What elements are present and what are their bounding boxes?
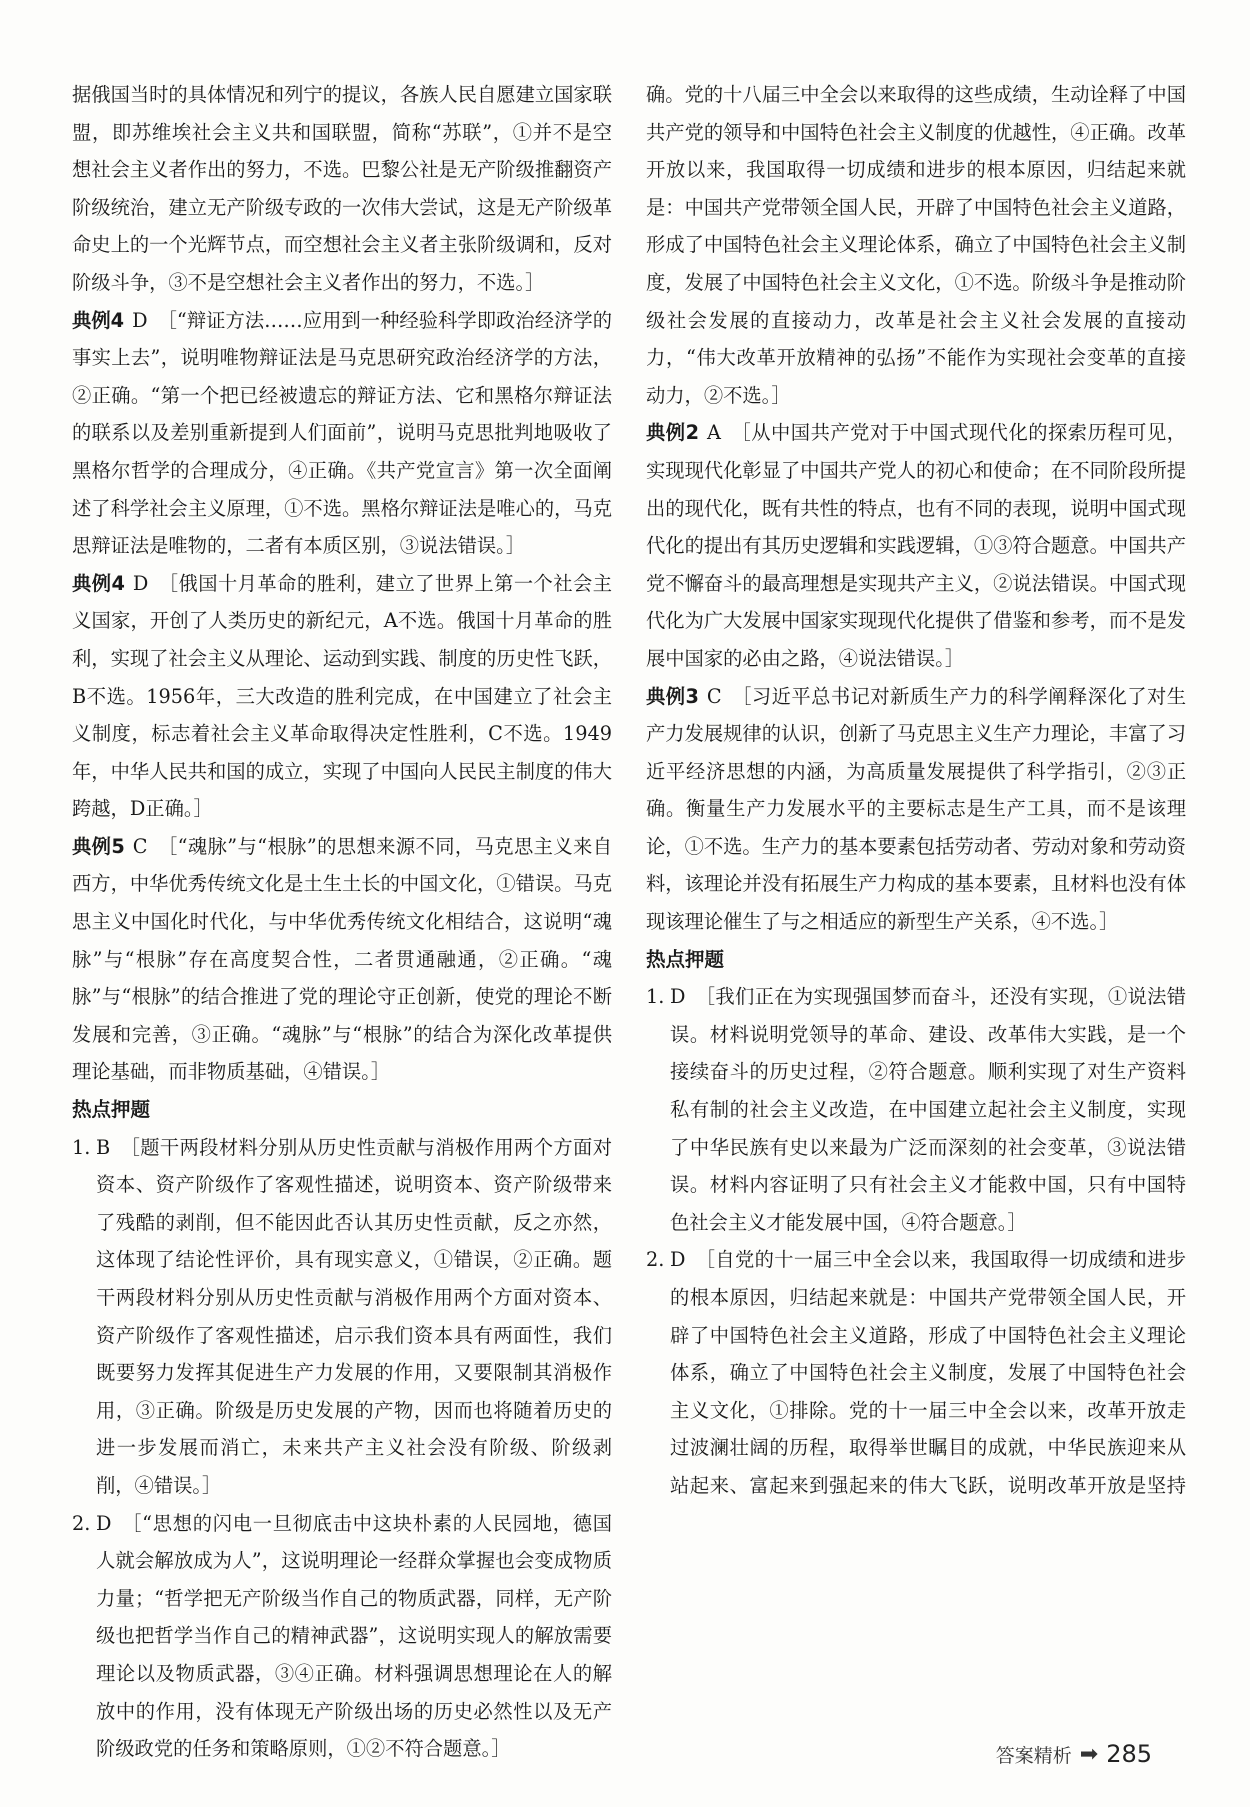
- explanation-text: ［“魂脉”与“根脉”的思想来源不同，马克思主义来自西方，中华优秀传统文化是土生土长的中国文化，①错误。马克思主义中国化时代化，与中华优秀传统文化相结合，这说明“魂脉”与“根脉”存在高度契合性，二者贯通融通，②正确。“魂脉”与“根脉”的结合推进了党的理论守正创新，使党的理论不断发展和完善，③正确。“魂脉”与“根脉”的结合为深化改革提供理论基础，而非物质基础，④错误。］: [72, 834, 612, 1084]
- section-heading: 热点押题: [646, 947, 725, 971]
- continued-paragraph: [646, 76, 1186, 414]
- explanation-text: ［“辩证方法……应用到一种经验科学即政治经济学的事实上去”，说明唯物辩证法是马克思研究政治经济学的方法，②正确。“第一个把已经被遗忘的辩证方法、它和黑格尔辩证法的联系以及差别重新提到人们面前”，说明马克思批判地吸收了黑格尔哲学的合理成分，④正确。《共产党宣言》第一次全面阐述了科学社会主义原理，①不选。黑格尔辩证法是唯心的，马克思辩证法是唯物的，二者有本质区别，③说法错误。］: [72, 308, 612, 558]
- explanation-text: ［从中国共产党对于中国式现代化的探索历程可见，实现现代化彰显了中国共产党人的初心和使命；在不同阶段所提出的现代化，既有共性的特点，也有不同的表现，说明中国式现代化的提出有其历史逻辑和实践逻辑，①③符合题意。中国共产党不懈奋斗的最高理想是实现共产主义，②说法错误。中国式现代化为广大发展中国家实现现代化提供了借鉴和参考，而不是发展中国家的必由之路，④说法错误。］: [646, 421, 1186, 670]
- left-column: [72, 76, 612, 1766]
- example-paragraph: [72, 828, 612, 1091]
- explanation-text: ［自党的十一届三中全会以来，我国取得一切成绩和进步的根本原因，归结起来就是：中国共产党带领全国人民，开辟了中国特色社会主义道路，形成了中国特色社会主义理论体系，确立了中国特色社会主义制度，发展了中国特色社会主义文化，①排除。党的十一届三中全会以来，改革开放走过波澜壮阔的历程，取得举世瞩目的成就，中华民族迎来从站起来、富起来到强起来的伟大飞跃，说明改革开放是坚持: [670, 1248, 1186, 1496]
- example-label: 典例5: [72, 834, 125, 858]
- explanation-text: 据俄国当时的具体情况和列宁的提议，各族人民自愿建立国家联盟，即苏维埃社会主义共和国联盟，简称“苏联”，①并不是空想社会主义者作出的努力，不选。巴黎公社是无产阶级推翻资产阶级统治，建立无产阶级专政的一次伟大尝试，这是无产阶级革命史上的一个光辉节点，而空想社会主义者主张阶级调和，反对阶级斗争，③不是空想社会主义者作出的努力，不选。］: [72, 83, 612, 294]
- example-paragraph: [646, 678, 1186, 941]
- answer-choice: D: [132, 571, 149, 595]
- question-item: [646, 978, 1186, 1241]
- answer-choice: D: [132, 308, 148, 332]
- explanation-text: ［习近平总书记对新质生产力的科学阐释深化了对生产力发展规律的认识，创新了马克思主义生产力理论，丰富了习近平经济思想的内涵，为高质量发展提供了科学指引，②③正确。衡量生产力发展水平的主要标志是生产工具，而不是该理论，①不选。生产力的基本要素包括劳动者、劳动对象和劳动资料，该理论并没有拓展生产力构成的基本要素，且材料也没有体现该理论催生了与之相适应的新型生产关系，④不选。］: [646, 684, 1186, 934]
- example-label: 典例4: [72, 571, 125, 595]
- page-footer: [996, 1740, 1152, 1768]
- explanation-text: ［我们正在为实现强国梦而奋斗，还没有实现，①说法错误。材料说明党领导的革命、建设、改革伟大实践，是一个接续奋斗的历史过程，②符合题意。顺利实现了对生产资料私有制的社会主义改造，在中国建立起社会主义制度，实现了中华民族有史以来最为广泛而深刻的社会变革，③说法错误。材料内容证明了只有社会主义才能救中国，只有中国特色社会主义才能发展中国，④符合题意。］: [670, 985, 1186, 1234]
- explanation-text: ［俄国十月革命的胜利，建立了世界上第一个社会主义国家，开创了人类历史的新纪元，A不选。俄国十月革命的胜利，实现了社会主义从理论、运动到实践、制度的历史性飞跃，B不选。1956年，三大改造的胜利完成，在中国建立了社会主义制度，标志着社会主义革命取得决定性胜利，C不选。1949年，中华人民共和国的成立，实现了中国向人民民主制度的伟大跨越，D正确。］: [72, 571, 612, 821]
- question-item: [72, 1129, 612, 1505]
- footer-section-title: 答案精析: [995, 1744, 1072, 1767]
- answer-choice: B: [96, 1135, 111, 1159]
- explanation-text: ［题干两段材料分别从历史性贡献与消极作用两个方面对资本、资产阶级作了客观性描述，说明资本、资产阶级带来了残酷的剥削，但不能因此否认其历史性贡献，反之亦然，这体现了结论性评价，具有现实意义，①错误，②正确。题干两段材料分别从历史性贡献与消极作用两个方面对资本、资产阶级作了客观性描述，启示我们资本具有两面性，我们既要努力发挥其促进生产力发展的作用，又要限制其消极作用，③正确。阶级是历史发展的产物，因而也将随着历史的进一步发展而消亡，未来共产主义社会没有阶级、阶级剥削，④错误。］: [96, 1135, 612, 1497]
- example-label: 典例3: [646, 684, 699, 708]
- item-number: 2.: [646, 1248, 665, 1272]
- answer-choice: A: [707, 421, 721, 445]
- example-paragraph: [72, 565, 612, 828]
- example-paragraph: [646, 414, 1186, 677]
- right-column: [646, 76, 1186, 1496]
- item-number: 1.: [72, 1135, 91, 1159]
- answer-choice: D: [670, 1248, 686, 1272]
- example-paragraph: [72, 302, 612, 565]
- question-item: [72, 1505, 612, 1766]
- answer-choice: C: [132, 834, 148, 858]
- answer-choice: D: [670, 985, 686, 1009]
- question-item: [646, 1241, 1186, 1496]
- arrow-right-icon: ➡: [1079, 1741, 1099, 1767]
- explanation-text: 确。党的十八届三中全会以来取得的这些成绩，生动诠释了中国共产党的领导和中国特色社会主义制度的优越性，④正确。改革开放以来，我国取得一切成绩和进步的根本原因，归结起来就是：中国共产党带领全国人民，开辟了中国特色社会主义道路，形成了中国特色社会主义理论体系，确立了中国特色社会主义制度，发展了中国特色社会主义文化，①不选。阶级斗争是推动阶级社会发展的直接动力，改革是社会主义社会发展的直接动力，“伟大改革开放精神的弘扬”不能作为实现社会变革的直接动力，②不选。］: [646, 83, 1186, 407]
- item-number: 1.: [646, 985, 665, 1009]
- example-label: 典例2: [646, 421, 699, 445]
- section-heading: 热点押题: [72, 1098, 151, 1122]
- page-number: 285: [1106, 1740, 1152, 1768]
- item-number: 2.: [72, 1511, 91, 1535]
- answer-choice: D: [96, 1511, 112, 1535]
- answer-choice: C: [706, 684, 722, 708]
- continued-paragraph: [72, 76, 612, 302]
- example-label: 典例4: [72, 308, 125, 332]
- explanation-text: ［“思想的闪电一旦彻底击中这块朴素的人民园地，德国人就会解放成为人”，这说明理论一经群众掌握也会变成物质力量；“哲学把无产阶级当作自己的物质武器，同样，无产阶级也把哲学当作自己的精神武器”，这说明实现人的解放需要理论以及物质武器，③④正确。材料强调思想理论在人的解放中的作用，没有体现无产阶级出场的历史必然性以及无产阶级政党的任务和策略原则，①②不符合题意。］: [96, 1511, 612, 1761]
